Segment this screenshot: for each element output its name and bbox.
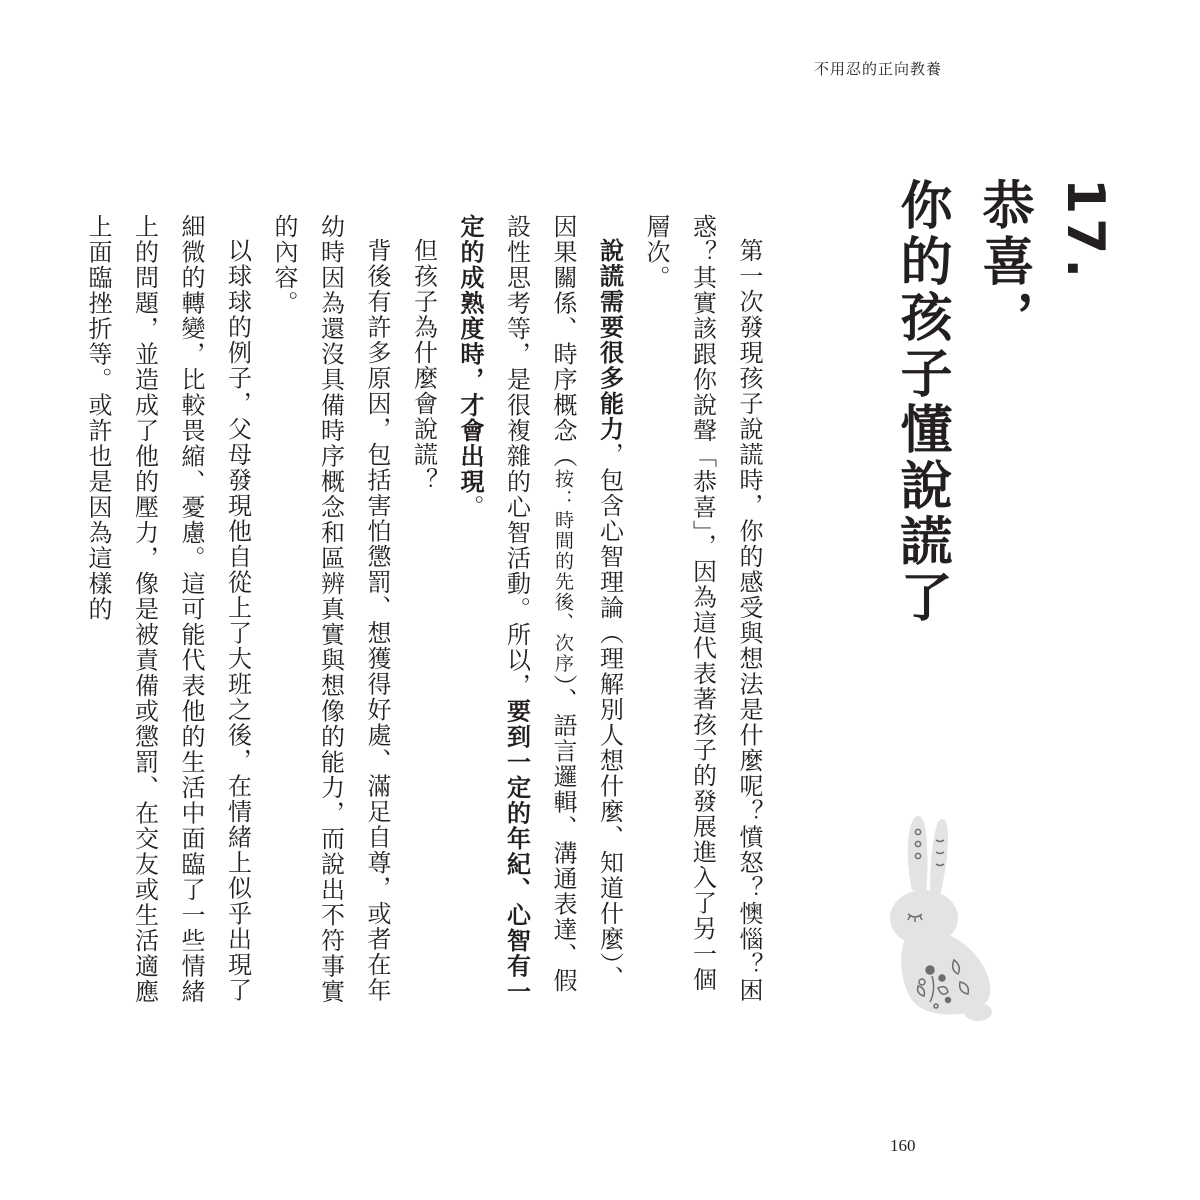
rabbit-illustration — [878, 812, 998, 1030]
paragraph-2-text-b: ）、語言邏輯、溝通表達、假設性思考等，是很複雜的心智活動。所以， — [502, 214, 577, 994]
chapter-title-line-3: 你的孩子懂說謊了 — [891, 178, 951, 626]
paragraph-2-text-c: 。 — [456, 494, 484, 520]
paragraph-5: 以球球的例子，父母發現他自從上了大班之後，在情緒上似乎出現了細微的轉變，比較畏縮、憂慮。這可能代表他的生活中面臨了一些情緒上的問題，並造成了他的壓力，像是被責備或懲罰、在交友或生活適應上面臨挫折等。或許也是因為這樣的 — [84, 214, 252, 1005]
emphasis-text-2: 要到一定的年紀、心智有一定的成熟度時，才會出現 — [456, 214, 531, 1005]
paragraph-1: 第一次發現孩子說謊時，你的感受與想法是什麼呢？憤怒？懊惱？困惑？其實該跟你說聲「恭喜」，因為這代表著孩子的發展進入了另一個層次。 — [642, 214, 763, 1003]
chapter-title-line-1 — [1044, 178, 1126, 698]
emphasis-text: 說謊需要很多能力 — [595, 238, 624, 442]
rabbit-body — [890, 816, 992, 1021]
paragraph-4: 背後有許多原因，包括害怕懲罰、想獲得好處、滿足自尊，或者在年幼時因為還沒具備時序概念和區辨真實與想像的能力，而說出不符事實的內容。 — [270, 214, 391, 1005]
paragraph-2-text-a: ，包含心智理論（理解別人想什麼、知道什麼）、因果關係、時序概念（ — [549, 214, 624, 991]
page-number: 160 — [890, 1136, 916, 1155]
editor-note: 按：時間的先後、次序 — [552, 469, 574, 674]
paragraph-3: 但孩子為什麼會說謊？ — [409, 238, 438, 493]
body-text — [84, 214, 772, 1014]
chapter-number: 17. — [1055, 178, 1115, 283]
chapter-title-line-2: 恭喜， — [973, 178, 1033, 346]
paragraph-2 — [447, 214, 633, 1014]
chapter-title — [880, 178, 1126, 698]
running-header: 不用忍的正向教養 — [813, 60, 942, 78]
